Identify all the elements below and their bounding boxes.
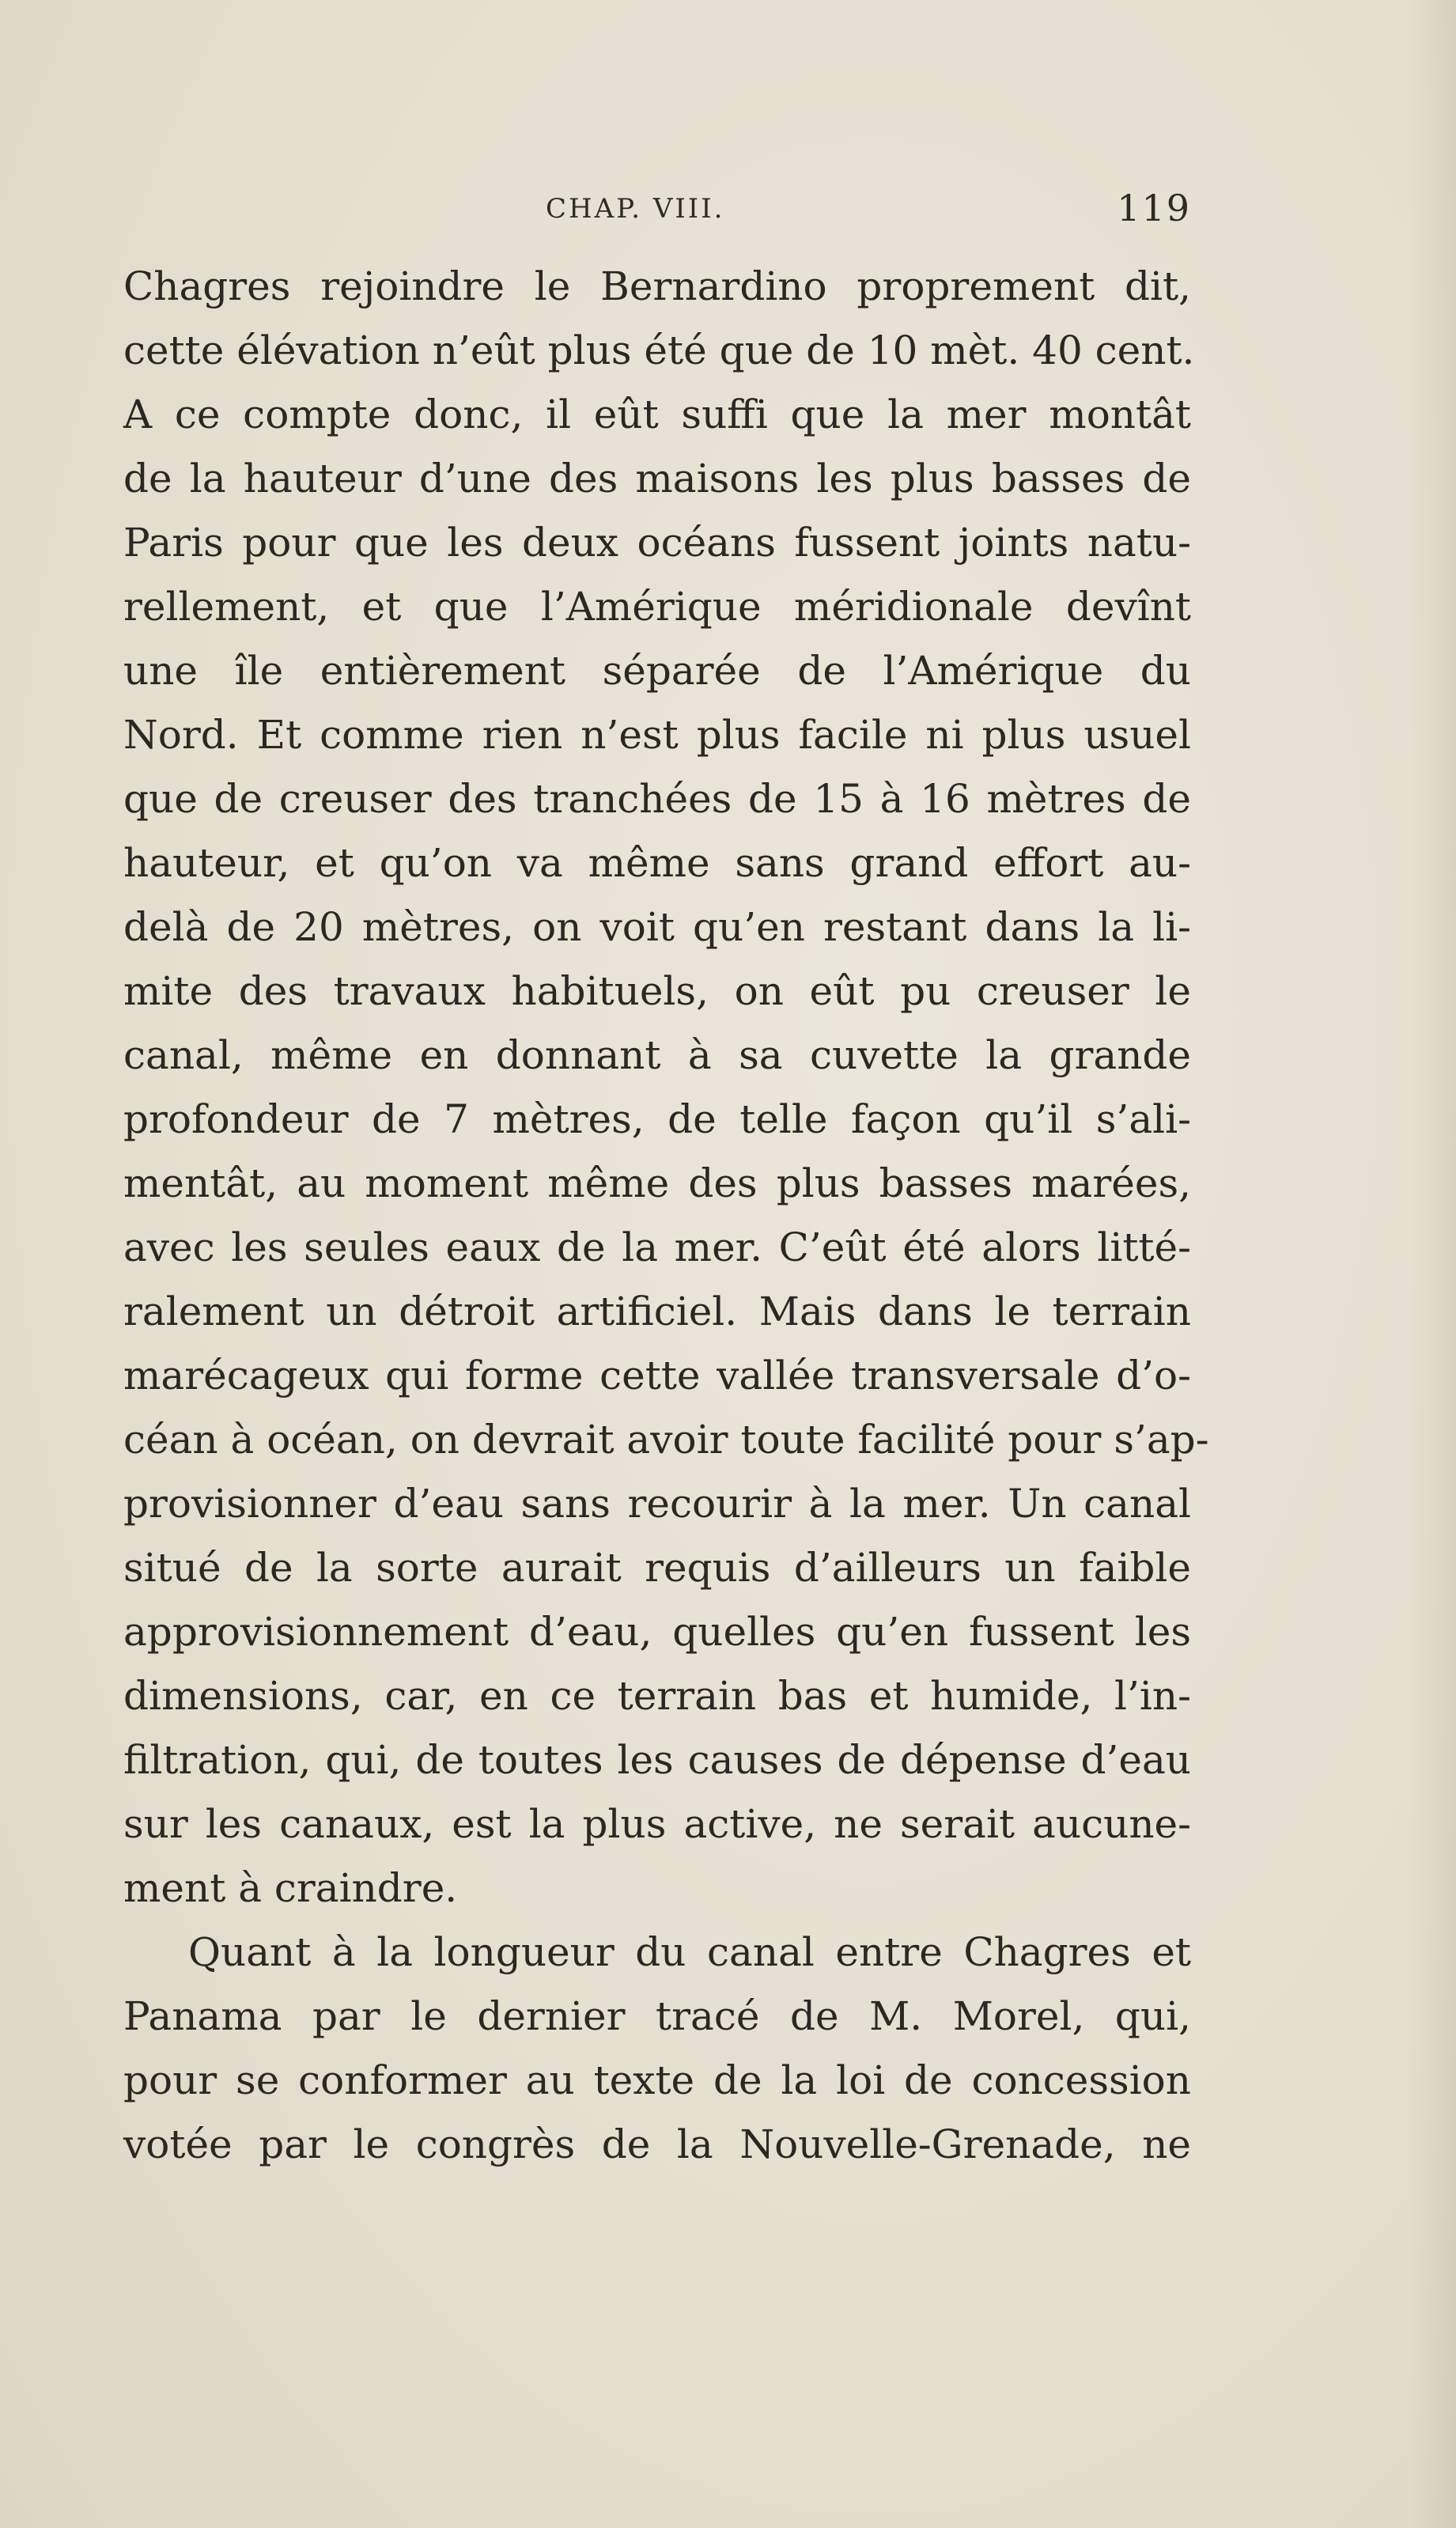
text-line: mentât, au moment même des plus basses marées, bbox=[123, 1160, 1191, 1206]
text-line: filtration, qui, de toutes les causes de dépense d’eau bbox=[123, 1737, 1191, 1783]
text-line: votée par le congrès de la Nouvelle-Grenade, ne bbox=[123, 2121, 1191, 2167]
body-text bbox=[123, 255, 1209, 2177]
running-head bbox=[123, 187, 1191, 250]
text-line: delà de 20 mètres, on voit qu’en restant dans la li- bbox=[123, 904, 1191, 950]
text-line: A ce compte donc, il eût suffi que la mer montât bbox=[123, 392, 1191, 437]
text-line: canal, même en donnant à sa cuvette la grande bbox=[123, 1032, 1191, 1078]
text-line: pour se conformer au texte de la loi de concession bbox=[123, 2057, 1191, 2103]
text-line: dimensions, car, en ce terrain bas et humide, l’in- bbox=[123, 1673, 1191, 1719]
text-line: Quant à la longueur du canal entre Chagres et bbox=[188, 1929, 1191, 1975]
text-line: que de creuser des tranchées de 15 à 16 mètres de bbox=[123, 776, 1191, 822]
text-line: situé de la sorte aurait requis d’ailleurs un faible bbox=[123, 1545, 1191, 1591]
paragraph bbox=[123, 1921, 1191, 2177]
page-number: 119 bbox=[1117, 187, 1191, 229]
text-line: sur les canaux, est la plus active, ne serait aucune- bbox=[123, 1801, 1191, 1847]
text-line: une île entièrement séparée de l’Amérique du bbox=[123, 648, 1191, 694]
text-line: mite des travaux habituels, on eût pu creuser le bbox=[123, 968, 1191, 1014]
text-line: hauteur, et qu’on va même sans grand effort au- bbox=[123, 840, 1191, 886]
text-line: de la hauteur d’une des maisons les plus basses de bbox=[123, 456, 1191, 501]
paragraph bbox=[123, 255, 1209, 1921]
text-line: provisionner d’eau sans recourir à la mer. Un canal bbox=[123, 1481, 1191, 1527]
text-line: Nord. Et comme rien n’est plus facile ni plus usuel bbox=[123, 712, 1191, 758]
text-line: ment à craindre. bbox=[123, 1865, 458, 1911]
text-line: avec les seules eaux de la mer. C’eût été alors litté- bbox=[123, 1224, 1191, 1270]
text-line: céan à océan, on devrait avoir toute facilité pour s’ap- bbox=[123, 1417, 1209, 1463]
text-line: approvisionnement d’eau, quelles qu’en fussent les bbox=[123, 1609, 1191, 1655]
text-line: Chagres rejoindre le Bernardino proprement dit, bbox=[123, 263, 1191, 309]
text-line: cette élévation n’eût plus été que de 10 mèt. 40 cent. bbox=[123, 327, 1195, 373]
text-line: Paris pour que les deux océans fussent joints natu- bbox=[123, 520, 1191, 566]
text-line: marécageux qui forme cette vallée transversale d’o- bbox=[123, 1353, 1191, 1398]
text-line: Panama par le dernier tracé de M. Morel, qui, bbox=[123, 1993, 1191, 2039]
text-line: ralement un détroit artificiel. Mais dans le terrain bbox=[123, 1289, 1191, 1334]
chapter-heading: CHAP. VIII. bbox=[546, 193, 725, 225]
text-line: rellement, et que l’Amérique méridionale devînt bbox=[123, 584, 1191, 630]
text-line: profondeur de 7 mètres, de telle façon qu’il s’ali- bbox=[123, 1096, 1191, 1142]
